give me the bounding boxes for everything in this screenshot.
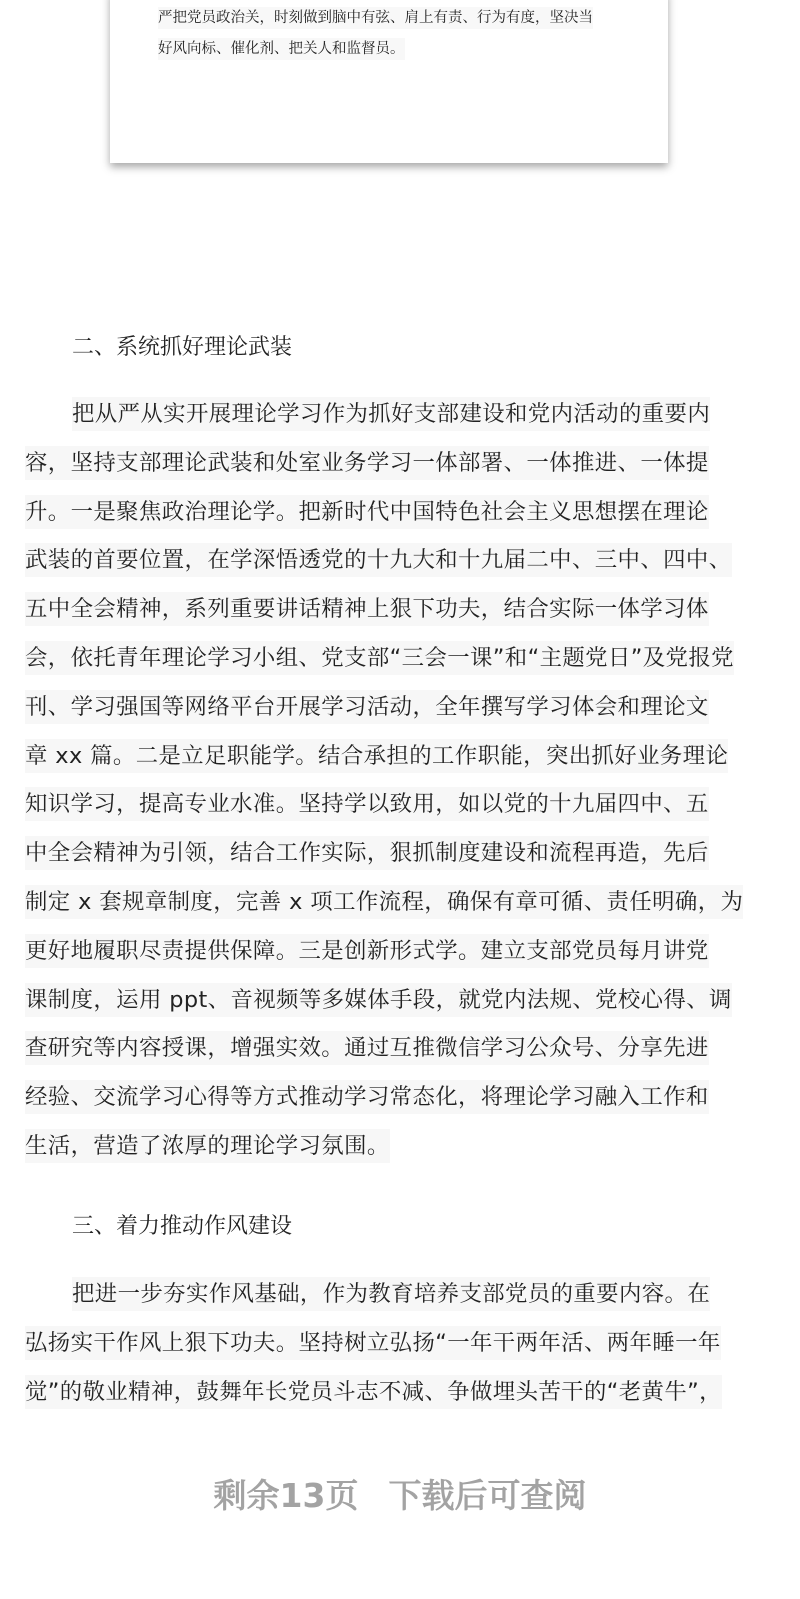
text-line: 把进一步夯实作风基础，作为教育培养支部党员的重要内容。在 [72, 1277, 710, 1311]
card-line: 严把党员政治关，时刻做到脑中有弦、肩上有责、行为有度，坚决当 [158, 7, 593, 29]
text-line: 课制度，运用 ppt、音视频等多媒体手段，就党内法规、党校心得、调 [25, 983, 732, 1017]
preview-page-card [110, 0, 668, 163]
text-line: 升。一是聚焦政治理论学。把新时代中国特色社会主义思想摆在理论 [25, 495, 709, 529]
text-line: 觉”的敬业精神，鼓舞年长党员斗志不减、争做埋头苦干的“老黄牛”， [25, 1375, 722, 1409]
text-line: 更好地履职尽责提供保障。三是创新形式学。建立支部党员每月讲党 [25, 934, 709, 968]
card-line: 好风向标、催化剂、把关人和监督员。 [158, 38, 405, 60]
text-line: 会，依托青年理论学习小组、党支部“三会一课”和“主题党日”及党报党 [25, 641, 734, 675]
text-line: 把从严从实开展理论学习作为抓好支部建设和党内活动的重要内 [72, 397, 710, 431]
section-heading: 二、系统抓好理论武装 [72, 335, 293, 360]
text-line: 中全会精神为引领，结合工作实际，狠抓制度建设和流程再造，先后 [25, 836, 709, 870]
text-line: 弘扬实干作风上狠下功夫。坚持树立弘扬“一年干两年活、两年睡一年 [25, 1326, 721, 1360]
remaining-pages-notice[interactable] [0, 1470, 800, 1517]
text-line: 章 xx 篇。二是立足职能学。结合承担的工作职能，突出抓好业务理论 [25, 739, 728, 773]
section-heading: 三、着力推动作风建设 [72, 1214, 293, 1239]
text-line: 查研究等内容授课，增强实效。通过互推微信学习公众号、分享先进 [25, 1031, 709, 1065]
text-line: 经验、交流学习心得等方式推动学习常态化，将理论学习融入工作和 [25, 1080, 709, 1114]
download-hint: 下载后可查阅 [388, 1476, 587, 1515]
text-line: 生活，营造了浓厚的理论学习氛围。 [25, 1129, 390, 1163]
text-line: 刊、学习强国等网络平台开展学习活动，全年撰写学习体会和理论文 [25, 690, 709, 724]
text-line: 知识学习，提高专业水准。坚持学以致用，如以党的十九届四中、五 [25, 787, 709, 821]
text-line: 容，坚持支部理论武装和处室业务学习一体部署、一体推进、一体提 [25, 446, 709, 480]
text-line: 五中全会精神，系列重要讲话精神上狠下功夫，结合实际一体学习体 [25, 592, 709, 626]
text-line: 制定 x 套规章制度，完善 x 项工作流程，确保有章可循、责任明确，为 [25, 885, 743, 919]
remaining-pages-label: 剩余13页 [213, 1476, 359, 1515]
text-line: 武装的首要位置，在学深悟透党的十九大和十九届二中、三中、四中、 [25, 543, 732, 577]
